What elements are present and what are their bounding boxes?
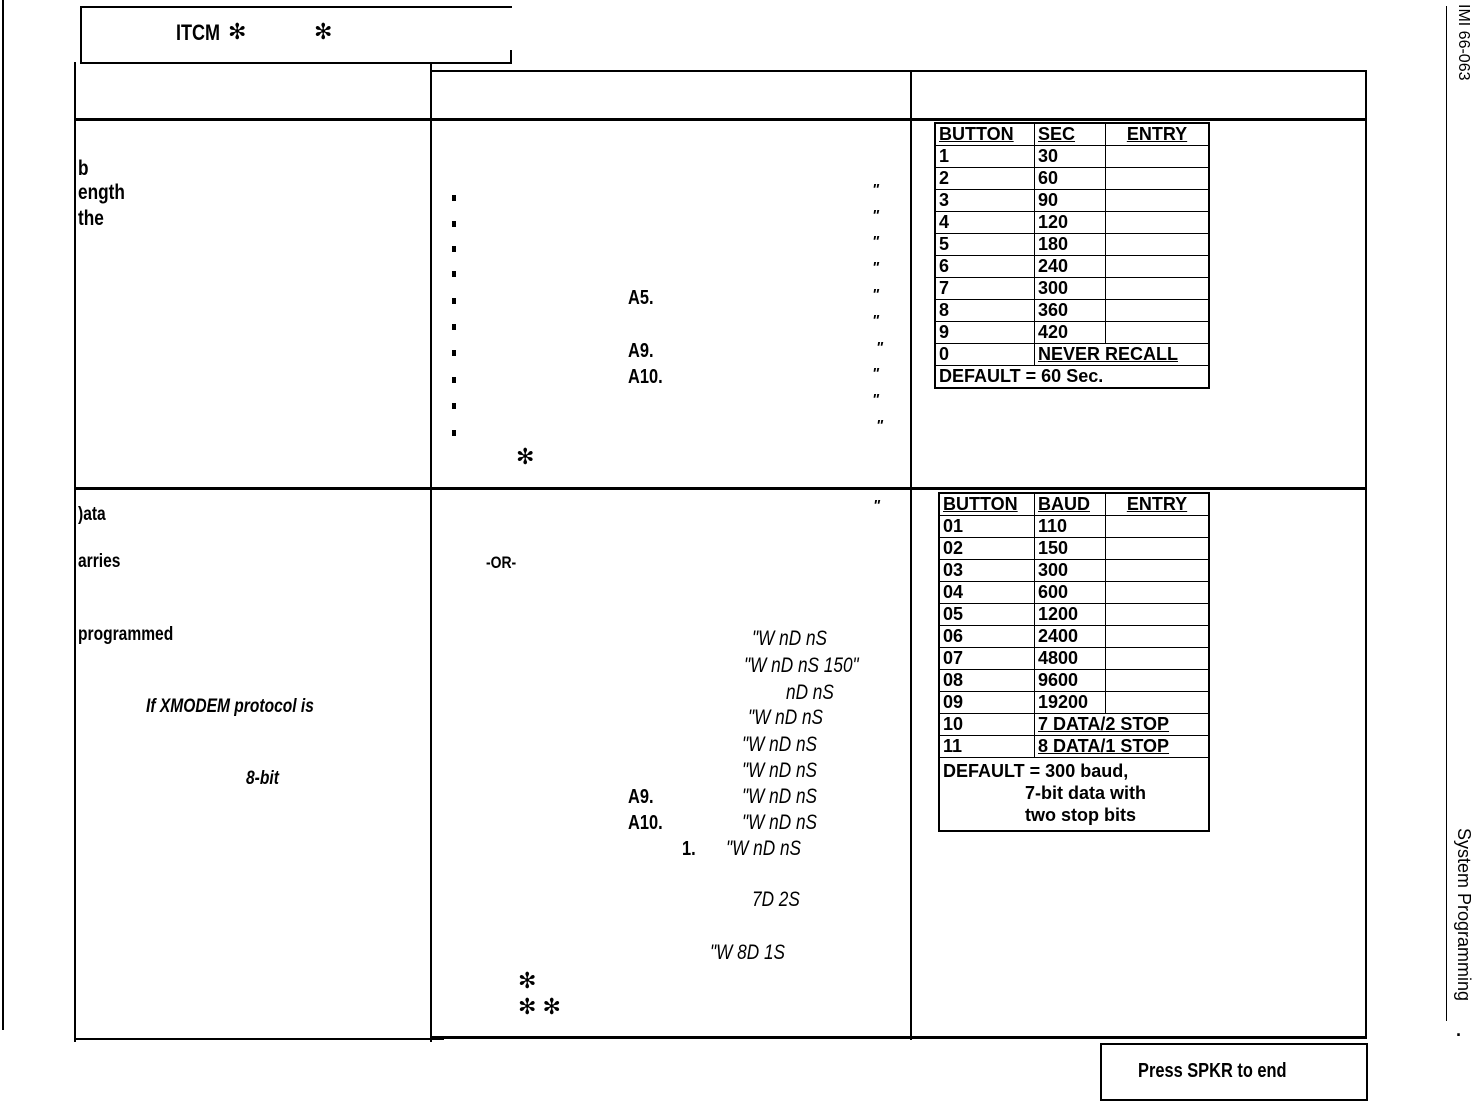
page-left-rule: [2, 0, 4, 1030]
baud-entry-cell[interactable]: [1106, 648, 1210, 670]
recall-sec-cell: 90: [1035, 190, 1106, 212]
code-9: "W nD nS: [726, 837, 802, 860]
lower-star-single: ✻: [518, 968, 537, 993]
baud-rate-cell: 600: [1035, 582, 1106, 604]
table-row: [939, 670, 1209, 692]
recall-button-cell: 1: [935, 146, 1035, 168]
bullet-3: [452, 246, 456, 252]
baud-button-cell: 04: [939, 582, 1035, 604]
doc-number-fragment: IMI 66-063: [1455, 4, 1472, 81]
recall-entry-cell[interactable]: [1106, 278, 1210, 300]
baud-entry-cell[interactable]: [1106, 692, 1210, 714]
table-row: [939, 648, 1209, 670]
section-label: System Programming: [1454, 828, 1474, 1002]
table-row-divider: [74, 487, 1367, 490]
left-fragment-6: programmed: [78, 624, 174, 645]
baud-default: [939, 758, 1209, 832]
recall-sec-cell: 30: [1035, 146, 1106, 168]
code-5: "W nD nS: [742, 733, 818, 756]
baud-rate-cell: 19200: [1035, 692, 1106, 714]
recall-header-sec: SEC: [1035, 123, 1106, 146]
step-a10: A10.: [628, 366, 663, 388]
recall-header-button: BUTTON: [935, 123, 1035, 146]
table-header-rule: [74, 118, 1367, 121]
baud-entry-cell[interactable]: [1106, 582, 1210, 604]
baud-entry-cell[interactable]: [1106, 560, 1210, 582]
table-row: [939, 692, 1209, 714]
table-row: [935, 256, 1209, 278]
header-left-rule: [80, 6, 82, 64]
quote-2: ": [872, 207, 880, 224]
right-margin-rule: [1446, 6, 1447, 1021]
code-7d2s: 7D 2S: [752, 888, 800, 911]
quote-10: ": [876, 417, 884, 434]
table-left-border: [74, 62, 76, 1042]
baud-rate-cell: 150: [1035, 538, 1106, 560]
bullet-4: [452, 271, 456, 277]
left-fragment-8: 8-bit: [246, 768, 279, 789]
baud-rate-cell: 4800: [1035, 648, 1106, 670]
bullet-6: [452, 324, 456, 330]
table-col1-divider: [430, 62, 432, 1042]
press-spkr-label: Press SPKR to end: [1138, 1060, 1287, 1082]
table-row: [939, 714, 1209, 736]
baud-button-cell: 05: [939, 604, 1035, 626]
recall-sec-cell: 180: [1035, 234, 1106, 256]
baud-header-baud: BAUD: [1035, 493, 1106, 516]
code-8: "W nD nS: [742, 811, 818, 834]
recall-sec-cell: 420: [1035, 322, 1106, 344]
table-row: [935, 168, 1209, 190]
upper-star: ✻: [516, 444, 535, 469]
recall-button-cell: 0: [935, 344, 1035, 366]
recall-sec-cell: 300: [1035, 278, 1106, 300]
recall-button-cell: 2: [935, 168, 1035, 190]
recall-entry-cell[interactable]: [1106, 168, 1210, 190]
baud-button-cell: 07: [939, 648, 1035, 670]
baud-button-cell: 08: [939, 670, 1035, 692]
quote-6: ": [872, 312, 880, 329]
code-3: nD nS: [786, 681, 834, 704]
table-row: [935, 190, 1209, 212]
quote-1: ": [872, 181, 880, 198]
baud-button-cell: 03: [939, 560, 1035, 582]
quote-9: ": [872, 391, 880, 408]
recall-table: [934, 122, 1210, 389]
quote-5: ": [872, 286, 880, 303]
step-lower-a10: A10.: [628, 812, 663, 834]
baud-button-cell: 11: [939, 736, 1035, 758]
table-row: [939, 736, 1209, 758]
recall-button-cell: 8: [935, 300, 1035, 322]
baud-header-button: BUTTON: [939, 493, 1035, 516]
code-6: "W nD nS: [742, 759, 818, 782]
recall-sec-cell: 360: [1035, 300, 1106, 322]
recall-button-cell: 6: [935, 256, 1035, 278]
code-4: "W nD nS: [748, 706, 824, 729]
baud-table: [938, 492, 1210, 832]
recall-entry-cell[interactable]: [1106, 256, 1210, 278]
quote-lower: ": [873, 497, 881, 514]
baud-rate-cell: 9600: [1035, 670, 1106, 692]
baud-default-line-2: 7-bit data with: [1025, 783, 1146, 803]
baud-default-line-1: DEFAULT = 300 baud,: [943, 761, 1129, 781]
baud-rate-cell: 1200: [1035, 604, 1106, 626]
table-row: [935, 322, 1209, 344]
step-lower-1: 1.: [682, 838, 696, 860]
table-row: [939, 582, 1209, 604]
quote-7: ": [876, 339, 884, 356]
baud-entry-cell[interactable]: [1106, 670, 1210, 692]
quote-3: ": [872, 233, 880, 250]
quote-8: ": [872, 365, 880, 382]
margin-dot: ·: [1456, 1025, 1462, 1045]
recall-sec-cell: 60: [1035, 168, 1106, 190]
table-row: [939, 626, 1209, 648]
bullet-5: [452, 298, 456, 304]
left-fragment-4: )ata: [78, 504, 106, 525]
recall-entry-cell[interactable]: [1106, 234, 1210, 256]
bullet-9: [452, 403, 456, 409]
bullet-7: [452, 350, 456, 356]
table-row: [935, 146, 1209, 168]
baud-button-cell: 06: [939, 626, 1035, 648]
recall-header-entry: ENTRY: [1106, 123, 1210, 146]
bullet-1: [452, 195, 456, 201]
left-fragment-5: arries: [78, 551, 121, 572]
table-bottom-border-right: [430, 1036, 1367, 1039]
table-top-border: [430, 70, 1367, 72]
recall-button-cell: 4: [935, 212, 1035, 234]
recall-button-cell: 3: [935, 190, 1035, 212]
baud-entry-cell[interactable]: [1106, 626, 1210, 648]
recall-button-cell: 9: [935, 322, 1035, 344]
code-2: "W nD nS 150": [744, 654, 859, 677]
table-row: [935, 278, 1209, 300]
bullet-8: [452, 377, 456, 383]
table-right-border: [1365, 70, 1367, 1038]
baud-button-cell: 01: [939, 516, 1035, 538]
table-row: [935, 212, 1209, 234]
recall-button-cell: 7: [935, 278, 1035, 300]
header-top-rule: [80, 6, 512, 8]
code-7: "W nD nS: [742, 785, 818, 808]
baud-entry-cell[interactable]: [1106, 604, 1210, 626]
left-fragment-7: If XMODEM protocol is: [146, 696, 314, 717]
recall-button-cell: 5: [935, 234, 1035, 256]
quote-4: ": [872, 259, 880, 276]
baud-button-cell: 10: [939, 714, 1035, 736]
header-star-1: ✻: [228, 19, 247, 44]
left-fragment-1: b: [78, 157, 89, 180]
bullet-10: [452, 430, 456, 436]
baud-button-cell: 09: [939, 692, 1035, 714]
recall-never-cell: NEVER RECALL: [1035, 344, 1210, 366]
step-a5: A5.: [628, 287, 654, 309]
table-row: [939, 516, 1209, 538]
baud-rate-cell: 110: [1035, 516, 1106, 538]
recall-entry-cell[interactable]: [1106, 322, 1210, 344]
code-1: "W nD nS: [752, 627, 828, 650]
baud-button-cell: 02: [939, 538, 1035, 560]
baud-default-line-3: two stop bits: [1025, 805, 1136, 825]
table-bottom-border-left: [74, 1038, 444, 1040]
baud-entry-cell[interactable]: [1106, 516, 1210, 538]
or-label: -OR-: [486, 553, 517, 572]
recall-entry-cell[interactable]: [1106, 212, 1210, 234]
baud-rate-cell: 300: [1035, 560, 1106, 582]
baud-rate-cell: 2400: [1035, 626, 1106, 648]
left-fragment-2: ength: [78, 181, 125, 204]
header-title: ITCM: [176, 20, 221, 45]
table-row: [939, 604, 1209, 626]
table-col2-divider: [910, 70, 912, 1040]
baud-span-cell: 8 DATA/1 STOP: [1035, 736, 1210, 758]
recall-sec-cell: 240: [1035, 256, 1106, 278]
press-spkr-box: [1100, 1043, 1368, 1101]
header-bottom-rule: [80, 62, 512, 64]
baud-header-entry: ENTRY: [1106, 493, 1210, 516]
code-8d1s: "W 8D 1S: [710, 941, 786, 964]
baud-span-cell: 7 DATA/2 STOP: [1035, 714, 1210, 736]
recall-entry-cell[interactable]: [1106, 146, 1210, 168]
header-star-2: ✻: [314, 19, 333, 44]
table-row: [939, 560, 1209, 582]
table-row: [935, 344, 1209, 366]
table-row: [939, 538, 1209, 560]
recall-entry-cell[interactable]: [1106, 190, 1210, 212]
lower-star-double: ✻ ✻: [518, 994, 561, 1019]
baud-entry-cell[interactable]: [1106, 538, 1210, 560]
table-row: [935, 300, 1209, 322]
header-right-tick: [510, 50, 512, 64]
step-lower-a9: A9.: [628, 786, 654, 808]
table-row: [935, 234, 1209, 256]
bullet-2: [452, 221, 456, 227]
recall-sec-cell: 120: [1035, 212, 1106, 234]
left-fragment-3: the: [78, 207, 104, 230]
step-a9: A9.: [628, 340, 654, 362]
recall-default: DEFAULT = 60 Sec.: [935, 366, 1209, 389]
recall-entry-cell[interactable]: [1106, 300, 1210, 322]
